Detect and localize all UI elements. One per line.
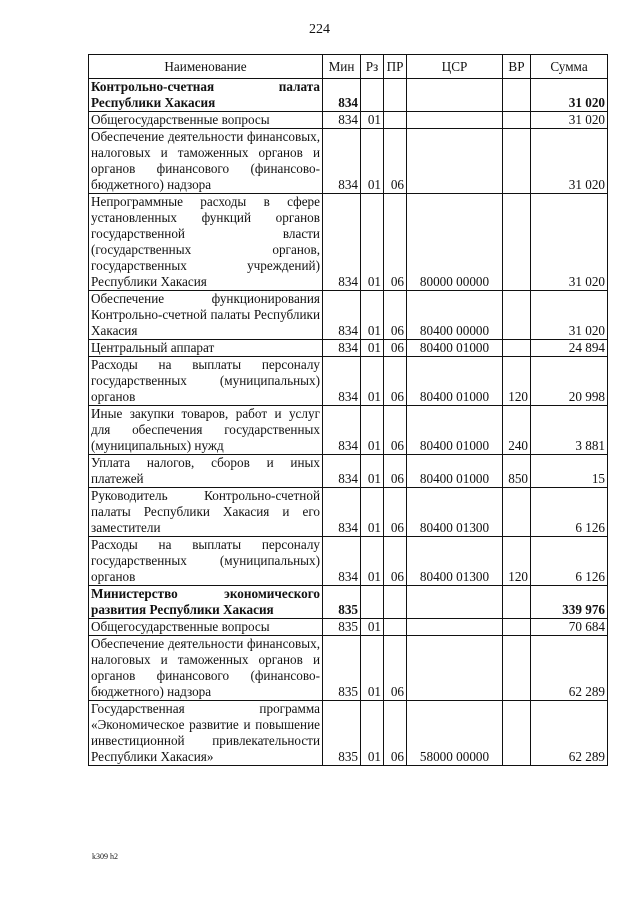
table-row: [89, 537, 608, 586]
table-row: [89, 79, 608, 112]
cell-pr: [384, 586, 407, 619]
cell-rz: 01: [361, 537, 384, 586]
cell-rz: 01: [361, 406, 384, 455]
cell-sum: 20 998: [531, 357, 608, 406]
cell-rz: 01: [361, 291, 384, 340]
cell-sum: 31 020: [531, 112, 608, 129]
cell-pr: 06: [384, 291, 407, 340]
cell-name: Общегосударственные вопросы: [89, 112, 323, 129]
cell-min: 834: [323, 406, 361, 455]
cell-name: Контрольно-счетная палата Республики Хакасия: [89, 79, 323, 112]
cell-sum: 31 020: [531, 291, 608, 340]
cell-name: Расходы на выплаты персоналу государственных (муниципальных) органов: [89, 357, 323, 406]
cell-pr: 06: [384, 636, 407, 701]
footer-code: k309 h2: [92, 852, 118, 861]
cell-name: Расходы на выплаты персоналу государственных (муниципальных) органов: [89, 537, 323, 586]
cell-vr: [503, 636, 531, 701]
cell-vr: [503, 112, 531, 129]
cell-sum: 339 976: [531, 586, 608, 619]
cell-rz: 01: [361, 619, 384, 636]
cell-rz: [361, 79, 384, 112]
cell-sum: 62 289: [531, 701, 608, 766]
cell-pr: 06: [384, 406, 407, 455]
cell-pr: [384, 112, 407, 129]
table-row: [89, 357, 608, 406]
cell-rz: 01: [361, 701, 384, 766]
cell-vr: [503, 291, 531, 340]
cell-pr: 06: [384, 537, 407, 586]
cell-name: Центральный аппарат: [89, 340, 323, 357]
table-row: [89, 701, 608, 766]
table-row: [89, 619, 608, 636]
cell-vr: [503, 619, 531, 636]
cell-sum: 6 126: [531, 537, 608, 586]
cell-pr: 06: [384, 701, 407, 766]
cell-rz: 01: [361, 340, 384, 357]
table-row: [89, 112, 608, 129]
cell-min: 834: [323, 129, 361, 194]
header-min: Мин: [323, 55, 361, 79]
cell-vr: [503, 340, 531, 357]
cell-pr: 06: [384, 455, 407, 488]
cell-rz: 01: [361, 194, 384, 291]
cell-min: 835: [323, 586, 361, 619]
header-sum: Сумма: [531, 55, 608, 79]
cell-csr: [407, 112, 503, 129]
table-row: [89, 406, 608, 455]
cell-name: Непрограммные расходы в сфере установленных функций органов государственной власти (государственных органов, государственных учреждений) Республики Хакасия: [89, 194, 323, 291]
table-row: [89, 636, 608, 701]
header-rz: Рз: [361, 55, 384, 79]
cell-pr: 06: [384, 129, 407, 194]
cell-sum: 70 684: [531, 619, 608, 636]
cell-csr: 80400 01000: [407, 455, 503, 488]
table-row: [89, 488, 608, 537]
cell-vr: [503, 701, 531, 766]
cell-sum: 31 020: [531, 194, 608, 291]
cell-min: 834: [323, 79, 361, 112]
cell-name: Руководитель Контрольно-счетной палаты Республики Хакасия и его заместители: [89, 488, 323, 537]
cell-rz: 01: [361, 357, 384, 406]
cell-rz: 01: [361, 112, 384, 129]
cell-min: 835: [323, 619, 361, 636]
cell-csr: 80400 01300: [407, 488, 503, 537]
cell-name: Общегосударственные вопросы: [89, 619, 323, 636]
cell-csr: [407, 129, 503, 194]
cell-name: Обеспечение деятельности финансовых, налоговых и таможенных органов и органов финансового (финансово-бюджетного) надзора: [89, 129, 323, 194]
cell-csr: 80400 01000: [407, 406, 503, 455]
cell-name: Обеспечение деятельности финансовых, налоговых и таможенных органов и органов финансового (финансово-бюджетного) надзора: [89, 636, 323, 701]
cell-sum: 31 020: [531, 129, 608, 194]
cell-csr: [407, 586, 503, 619]
cell-csr: [407, 79, 503, 112]
cell-csr: 80400 01000: [407, 357, 503, 406]
cell-vr: 850: [503, 455, 531, 488]
cell-vr: [503, 194, 531, 291]
cell-csr: 80400 01300: [407, 537, 503, 586]
cell-name: Министерство экономического развития Республики Хакасия: [89, 586, 323, 619]
table-body: [89, 79, 608, 766]
cell-vr: [503, 129, 531, 194]
table-row: [89, 340, 608, 357]
cell-csr: [407, 619, 503, 636]
cell-sum: 15: [531, 455, 608, 488]
cell-min: 835: [323, 636, 361, 701]
cell-csr: 80400 01000: [407, 340, 503, 357]
cell-min: 834: [323, 340, 361, 357]
cell-pr: [384, 619, 407, 636]
cell-csr: 80000 00000: [407, 194, 503, 291]
cell-sum: 3 881: [531, 406, 608, 455]
cell-min: 834: [323, 112, 361, 129]
header-name: Наименование: [89, 55, 323, 79]
cell-vr: 240: [503, 406, 531, 455]
cell-min: 834: [323, 194, 361, 291]
cell-name: Уплата налогов, сборов и иных платежей: [89, 455, 323, 488]
cell-vr: 120: [503, 537, 531, 586]
cell-vr: [503, 586, 531, 619]
cell-pr: 06: [384, 340, 407, 357]
cell-min: 835: [323, 701, 361, 766]
header-pr: ПР: [384, 55, 407, 79]
cell-name: Обеспечение функционирования Контрольно-счетной палаты Республики Хакасия: [89, 291, 323, 340]
cell-rz: 01: [361, 129, 384, 194]
cell-name: Государственная программа «Экономическое развитие и повышение инвестиционной привлекательности Республики Хакасия»: [89, 701, 323, 766]
table-row: [89, 586, 608, 619]
cell-rz: [361, 586, 384, 619]
budget-table: [88, 54, 608, 766]
table-row: [89, 129, 608, 194]
table-row: [89, 291, 608, 340]
cell-vr: 120: [503, 357, 531, 406]
cell-min: 834: [323, 291, 361, 340]
cell-sum: 62 289: [531, 636, 608, 701]
cell-min: 834: [323, 357, 361, 406]
cell-rz: 01: [361, 636, 384, 701]
cell-csr: 58000 00000: [407, 701, 503, 766]
cell-min: 834: [323, 488, 361, 537]
page-number: 224: [309, 22, 330, 37]
table-row: [89, 194, 608, 291]
cell-pr: 06: [384, 488, 407, 537]
cell-sum: 6 126: [531, 488, 608, 537]
header-vr: ВР: [503, 55, 531, 79]
header-csr: ЦСР: [407, 55, 503, 79]
cell-pr: 06: [384, 194, 407, 291]
cell-name: Иные закупки товаров, работ и услуг для обеспечения государственных (муниципальных) нужд: [89, 406, 323, 455]
cell-csr: 80400 00000: [407, 291, 503, 340]
cell-sum: 31 020: [531, 79, 608, 112]
cell-vr: [503, 79, 531, 112]
cell-csr: [407, 636, 503, 701]
table-header-row: [89, 55, 608, 79]
cell-sum: 24 894: [531, 340, 608, 357]
cell-pr: 06: [384, 357, 407, 406]
table-row: [89, 455, 608, 488]
cell-min: 834: [323, 537, 361, 586]
cell-pr: [384, 79, 407, 112]
cell-min: 834: [323, 455, 361, 488]
cell-rz: 01: [361, 488, 384, 537]
cell-rz: 01: [361, 455, 384, 488]
cell-vr: [503, 488, 531, 537]
